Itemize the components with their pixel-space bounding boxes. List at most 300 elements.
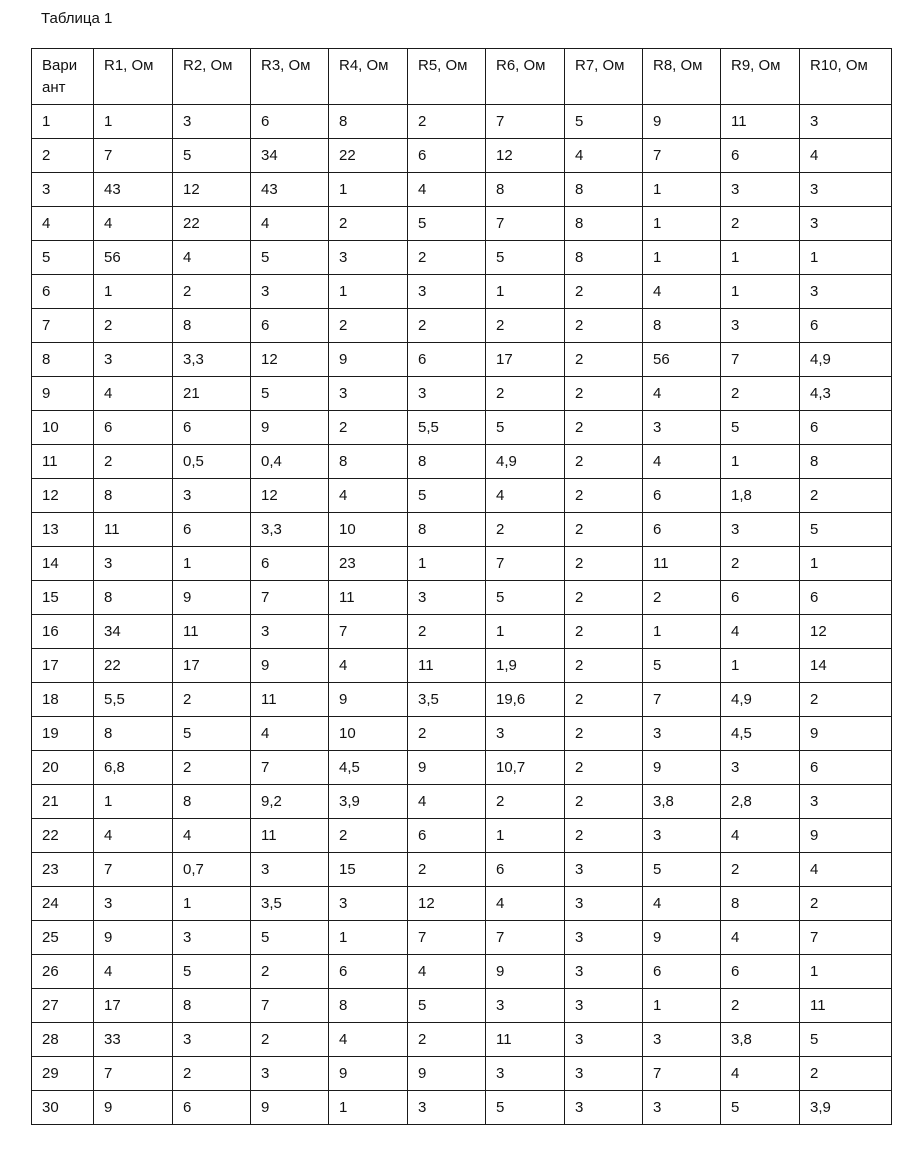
resistance-cell: 2	[329, 207, 408, 241]
resistance-cell: 5	[486, 581, 565, 615]
variant-cell: 23	[32, 853, 94, 887]
resistance-cell: 2	[173, 683, 251, 717]
resistance-variants-table	[31, 48, 892, 1125]
resistance-cell: 6	[486, 853, 565, 887]
resistance-cell: 2	[329, 819, 408, 853]
resistance-cell: 9	[800, 717, 892, 751]
resistance-cell: 4	[486, 479, 565, 513]
resistance-cell: 5	[486, 241, 565, 275]
resistance-cell: 4	[721, 1057, 800, 1091]
table-row	[32, 649, 892, 683]
table-row	[32, 513, 892, 547]
resistance-cell: 6	[721, 139, 800, 173]
header-r6: R6, Ом	[486, 49, 565, 105]
resistance-cell: 4	[94, 377, 173, 411]
resistance-cell: 1	[721, 275, 800, 309]
variant-cell: 24	[32, 887, 94, 921]
resistance-cell: 7	[329, 615, 408, 649]
resistance-cell: 22	[94, 649, 173, 683]
resistance-cell: 1	[800, 241, 892, 275]
resistance-cell: 22	[329, 139, 408, 173]
resistance-cell: 2	[94, 445, 173, 479]
resistance-cell: 3	[486, 989, 565, 1023]
table-caption: Таблица 1	[41, 10, 113, 27]
resistance-cell: 4	[173, 241, 251, 275]
table-row	[32, 105, 892, 139]
resistance-cell: 1	[94, 105, 173, 139]
resistance-cell: 3	[565, 887, 643, 921]
resistance-cell: 3	[800, 173, 892, 207]
resistance-cell: 2	[721, 989, 800, 1023]
resistance-cell: 8	[329, 445, 408, 479]
resistance-cell: 2	[565, 683, 643, 717]
resistance-cell: 2	[408, 1023, 486, 1057]
resistance-cell: 2	[565, 445, 643, 479]
table-row	[32, 1057, 892, 1091]
resistance-cell: 2	[565, 479, 643, 513]
resistance-cell: 5	[565, 105, 643, 139]
resistance-cell: 43	[251, 173, 329, 207]
resistance-cell: 12	[800, 615, 892, 649]
table-row	[32, 751, 892, 785]
resistance-cell: 2	[565, 547, 643, 581]
variant-cell: 28	[32, 1023, 94, 1057]
resistance-cell: 5	[251, 921, 329, 955]
resistance-cell: 5	[408, 479, 486, 513]
table-row	[32, 275, 892, 309]
resistance-cell: 56	[643, 343, 721, 377]
resistance-cell: 4	[486, 887, 565, 921]
variant-cell: 10	[32, 411, 94, 445]
resistance-cell: 1	[800, 547, 892, 581]
resistance-cell: 3	[251, 275, 329, 309]
resistance-cell: 2	[173, 275, 251, 309]
resistance-cell: 1	[643, 989, 721, 1023]
variant-cell: 5	[32, 241, 94, 275]
resistance-cell: 4,5	[329, 751, 408, 785]
resistance-cell: 1	[94, 785, 173, 819]
resistance-cell: 6	[721, 581, 800, 615]
resistance-cell: 2	[408, 241, 486, 275]
resistance-cell: 4,9	[721, 683, 800, 717]
resistance-cell: 1	[721, 241, 800, 275]
resistance-cell: 3,9	[800, 1091, 892, 1125]
resistance-cell: 0,7	[173, 853, 251, 887]
resistance-cell: 6	[800, 411, 892, 445]
resistance-cell: 3,5	[251, 887, 329, 921]
resistance-cell: 17	[94, 989, 173, 1023]
resistance-cell: 11	[251, 819, 329, 853]
resistance-cell: 5	[643, 853, 721, 887]
resistance-cell: 8	[94, 581, 173, 615]
variant-cell: 21	[32, 785, 94, 819]
resistance-cell: 6	[643, 955, 721, 989]
resistance-cell: 3,9	[329, 785, 408, 819]
resistance-cell: 8	[643, 309, 721, 343]
resistance-cell: 6	[329, 955, 408, 989]
resistance-cell: 5	[408, 989, 486, 1023]
resistance-cell: 2	[408, 615, 486, 649]
resistance-cell: 3	[173, 921, 251, 955]
table-row	[32, 853, 892, 887]
resistance-cell: 3	[643, 717, 721, 751]
resistance-cell: 19,6	[486, 683, 565, 717]
resistance-cell: 7	[800, 921, 892, 955]
resistance-cell: 9,2	[251, 785, 329, 819]
variant-cell: 4	[32, 207, 94, 241]
resistance-cell: 1	[173, 887, 251, 921]
table-body	[32, 105, 892, 1125]
resistance-cell: 7	[486, 547, 565, 581]
variant-cell: 22	[32, 819, 94, 853]
resistance-cell: 1	[800, 955, 892, 989]
resistance-cell: 4	[721, 921, 800, 955]
resistance-cell: 3	[643, 1023, 721, 1057]
resistance-cell: 8	[173, 309, 251, 343]
variant-cell: 19	[32, 717, 94, 751]
resistance-cell: 4	[329, 1023, 408, 1057]
variant-cell: 11	[32, 445, 94, 479]
table-row	[32, 309, 892, 343]
resistance-cell: 5	[173, 139, 251, 173]
resistance-cell: 4	[329, 479, 408, 513]
resistance-cell: 1	[643, 173, 721, 207]
resistance-cell: 5	[486, 411, 565, 445]
resistance-cell: 3	[251, 615, 329, 649]
resistance-cell: 5	[800, 513, 892, 547]
resistance-cell: 2	[721, 207, 800, 241]
header-r10: R10, Ом	[800, 49, 892, 105]
header-r5: R5, Ом	[408, 49, 486, 105]
resistance-cell: 1	[721, 649, 800, 683]
header-r4: R4, Ом	[329, 49, 408, 105]
resistance-cell: 3	[173, 1023, 251, 1057]
resistance-cell: 1	[329, 275, 408, 309]
resistance-cell: 2	[486, 309, 565, 343]
resistance-cell: 3	[565, 1057, 643, 1091]
resistance-cell: 5	[721, 411, 800, 445]
resistance-cell: 2	[800, 683, 892, 717]
resistance-cell: 1	[94, 275, 173, 309]
resistance-cell: 17	[486, 343, 565, 377]
resistance-cell: 9	[643, 105, 721, 139]
variant-cell: 6	[32, 275, 94, 309]
resistance-cell: 12	[251, 343, 329, 377]
resistance-cell: 4	[721, 819, 800, 853]
resistance-cell: 0,5	[173, 445, 251, 479]
resistance-cell: 4,9	[486, 445, 565, 479]
variant-cell: 20	[32, 751, 94, 785]
resistance-cell: 4,3	[800, 377, 892, 411]
resistance-cell: 2	[721, 547, 800, 581]
resistance-cell: 3	[173, 105, 251, 139]
resistance-cell: 8	[173, 989, 251, 1023]
resistance-cell: 6	[408, 343, 486, 377]
resistance-cell: 43	[94, 173, 173, 207]
resistance-cell: 3,8	[643, 785, 721, 819]
resistance-cell: 3	[565, 1023, 643, 1057]
resistance-cell: 7	[486, 105, 565, 139]
resistance-cell: 7	[486, 207, 565, 241]
variant-cell: 16	[32, 615, 94, 649]
resistance-cell: 15	[329, 853, 408, 887]
resistance-cell: 3	[565, 1091, 643, 1125]
resistance-cell: 2	[565, 513, 643, 547]
resistance-cell: 2	[565, 275, 643, 309]
resistance-cell: 7	[251, 581, 329, 615]
variant-cell: 18	[32, 683, 94, 717]
resistance-cell: 3	[408, 377, 486, 411]
resistance-cell: 3	[251, 1057, 329, 1091]
resistance-cell: 4	[643, 887, 721, 921]
resistance-cell: 6	[800, 309, 892, 343]
resistance-cell: 3	[565, 853, 643, 887]
table-row	[32, 819, 892, 853]
resistance-cell: 9	[800, 819, 892, 853]
resistance-cell: 8	[565, 241, 643, 275]
resistance-cell: 6	[800, 581, 892, 615]
resistance-cell: 2	[565, 819, 643, 853]
resistance-cell: 2	[329, 309, 408, 343]
header-r1: R1, Ом	[94, 49, 173, 105]
resistance-cell: 9	[408, 751, 486, 785]
resistance-cell: 1	[643, 241, 721, 275]
header-r7: R7, Ом	[565, 49, 643, 105]
resistance-cell: 4	[251, 717, 329, 751]
resistance-cell: 2	[408, 105, 486, 139]
resistance-cell: 9	[329, 343, 408, 377]
resistance-cell: 9	[251, 1091, 329, 1125]
resistance-cell: 6	[251, 105, 329, 139]
resistance-cell: 8	[94, 717, 173, 751]
resistance-cell: 4	[94, 207, 173, 241]
resistance-cell: 9	[643, 921, 721, 955]
variant-cell: 8	[32, 343, 94, 377]
resistance-cell: 4	[800, 139, 892, 173]
resistance-cell: 12	[251, 479, 329, 513]
table-row	[32, 1091, 892, 1125]
resistance-cell: 4,5	[721, 717, 800, 751]
table-row	[32, 989, 892, 1023]
resistance-cell: 3,3	[251, 513, 329, 547]
resistance-cell: 3	[800, 105, 892, 139]
resistance-cell: 11	[251, 683, 329, 717]
resistance-cell: 1	[329, 921, 408, 955]
resistance-cell: 34	[251, 139, 329, 173]
resistance-cell: 8	[721, 887, 800, 921]
resistance-cell: 22	[173, 207, 251, 241]
resistance-cell: 5	[721, 1091, 800, 1125]
resistance-cell: 6	[643, 479, 721, 513]
resistance-cell: 3,8	[721, 1023, 800, 1057]
header-r3: R3, Ом	[251, 49, 329, 105]
resistance-cell: 10	[329, 513, 408, 547]
variant-cell: 27	[32, 989, 94, 1023]
resistance-cell: 4,9	[800, 343, 892, 377]
resistance-cell: 11	[721, 105, 800, 139]
table-row	[32, 581, 892, 615]
resistance-cell: 3	[408, 581, 486, 615]
resistance-cell: 5	[800, 1023, 892, 1057]
header-r8: R8, Ом	[643, 49, 721, 105]
resistance-cell: 3	[94, 547, 173, 581]
resistance-cell: 7	[486, 921, 565, 955]
resistance-cell: 3	[643, 411, 721, 445]
resistance-cell: 4	[329, 649, 408, 683]
variant-cell: 2	[32, 139, 94, 173]
resistance-cell: 3	[565, 921, 643, 955]
resistance-cell: 3	[329, 887, 408, 921]
resistance-cell: 3	[94, 887, 173, 921]
resistance-cell: 33	[94, 1023, 173, 1057]
resistance-cell: 3	[721, 173, 800, 207]
resistance-cell: 4	[800, 853, 892, 887]
resistance-cell: 7	[408, 921, 486, 955]
table-row	[32, 683, 892, 717]
header-variant: Вари ант	[32, 49, 94, 105]
resistance-cell: 9	[251, 411, 329, 445]
resistance-cell: 5	[408, 207, 486, 241]
resistance-cell: 5,5	[408, 411, 486, 445]
resistance-cell: 2	[486, 785, 565, 819]
variant-cell: 15	[32, 581, 94, 615]
resistance-cell: 8	[486, 173, 565, 207]
resistance-cell: 11	[329, 581, 408, 615]
resistance-cell: 6	[721, 955, 800, 989]
resistance-cell: 2	[408, 309, 486, 343]
resistance-cell: 2	[565, 751, 643, 785]
resistance-cell: 7	[643, 139, 721, 173]
resistance-cell: 9	[173, 581, 251, 615]
resistance-cell: 9	[486, 955, 565, 989]
resistance-cell: 2	[251, 955, 329, 989]
resistance-cell: 1	[173, 547, 251, 581]
resistance-cell: 4	[408, 173, 486, 207]
variant-cell: 29	[32, 1057, 94, 1091]
resistance-cell: 8	[800, 445, 892, 479]
resistance-cell: 11	[486, 1023, 565, 1057]
resistance-cell: 3,5	[408, 683, 486, 717]
resistance-cell: 11	[94, 513, 173, 547]
resistance-cell: 14	[800, 649, 892, 683]
table-row	[32, 615, 892, 649]
resistance-cell: 3	[800, 275, 892, 309]
resistance-cell: 9	[329, 1057, 408, 1091]
resistance-cell: 3	[329, 241, 408, 275]
resistance-cell: 3	[408, 275, 486, 309]
table-row	[32, 173, 892, 207]
resistance-cell: 3	[94, 343, 173, 377]
resistance-cell: 11	[800, 989, 892, 1023]
resistance-cell: 1	[486, 819, 565, 853]
resistance-cell: 2	[486, 513, 565, 547]
resistance-cell: 8	[408, 445, 486, 479]
resistance-cell: 8	[329, 105, 408, 139]
resistance-cell: 4	[408, 955, 486, 989]
resistance-cell: 7	[94, 1057, 173, 1091]
resistance-cell: 5	[173, 955, 251, 989]
resistance-cell: 8	[408, 513, 486, 547]
resistance-cell: 7	[251, 751, 329, 785]
resistance-cell: 34	[94, 615, 173, 649]
variant-cell: 17	[32, 649, 94, 683]
variant-cell: 7	[32, 309, 94, 343]
table-row	[32, 445, 892, 479]
resistance-cell: 2	[565, 411, 643, 445]
resistance-cell: 2	[408, 717, 486, 751]
resistance-cell: 3	[173, 479, 251, 513]
resistance-cell: 4	[173, 819, 251, 853]
table-row	[32, 547, 892, 581]
table-row	[32, 955, 892, 989]
resistance-cell: 2	[486, 377, 565, 411]
table-row	[32, 1023, 892, 1057]
resistance-cell: 2	[565, 309, 643, 343]
resistance-cell: 5,5	[94, 683, 173, 717]
resistance-cell: 3	[721, 751, 800, 785]
resistance-cell: 1	[408, 547, 486, 581]
resistance-cell: 4	[94, 955, 173, 989]
resistance-cell: 2	[565, 785, 643, 819]
resistance-cell: 2	[251, 1023, 329, 1057]
resistance-cell: 3	[486, 717, 565, 751]
table-row	[32, 241, 892, 275]
resistance-cell: 8	[173, 785, 251, 819]
resistance-cell: 1	[643, 207, 721, 241]
variant-cell: 30	[32, 1091, 94, 1125]
variant-cell: 3	[32, 173, 94, 207]
resistance-cell: 2	[800, 887, 892, 921]
resistance-cell: 1	[643, 615, 721, 649]
resistance-cell: 4	[408, 785, 486, 819]
resistance-cell: 11	[173, 615, 251, 649]
resistance-cell: 8	[94, 479, 173, 513]
resistance-cell: 6	[643, 513, 721, 547]
resistance-cell: 6	[251, 547, 329, 581]
resistance-cell: 1,8	[721, 479, 800, 513]
table-row	[32, 479, 892, 513]
resistance-cell: 6	[173, 1091, 251, 1125]
resistance-cell: 6	[408, 819, 486, 853]
resistance-cell: 2	[721, 377, 800, 411]
resistance-cell: 2	[565, 581, 643, 615]
resistance-cell: 2	[643, 581, 721, 615]
resistance-cell: 4	[251, 207, 329, 241]
resistance-cell: 7	[94, 139, 173, 173]
resistance-cell: 2	[565, 717, 643, 751]
resistance-cell: 12	[408, 887, 486, 921]
resistance-cell: 3	[565, 989, 643, 1023]
variant-cell: 1	[32, 105, 94, 139]
table-row	[32, 717, 892, 751]
resistance-cell: 4	[643, 445, 721, 479]
resistance-cell: 11	[408, 649, 486, 683]
resistance-cell: 2	[565, 343, 643, 377]
resistance-cell: 9	[94, 1091, 173, 1125]
variant-cell: 12	[32, 479, 94, 513]
table-row	[32, 377, 892, 411]
resistance-cell: 6	[800, 751, 892, 785]
resistance-cell: 12	[173, 173, 251, 207]
resistance-cell: 8	[329, 989, 408, 1023]
resistance-cell: 2	[173, 751, 251, 785]
resistance-cell: 2	[565, 615, 643, 649]
resistance-cell: 1	[721, 445, 800, 479]
resistance-cell: 7	[643, 683, 721, 717]
resistance-cell: 2	[173, 1057, 251, 1091]
resistance-cell: 2	[800, 479, 892, 513]
resistance-cell: 6	[251, 309, 329, 343]
